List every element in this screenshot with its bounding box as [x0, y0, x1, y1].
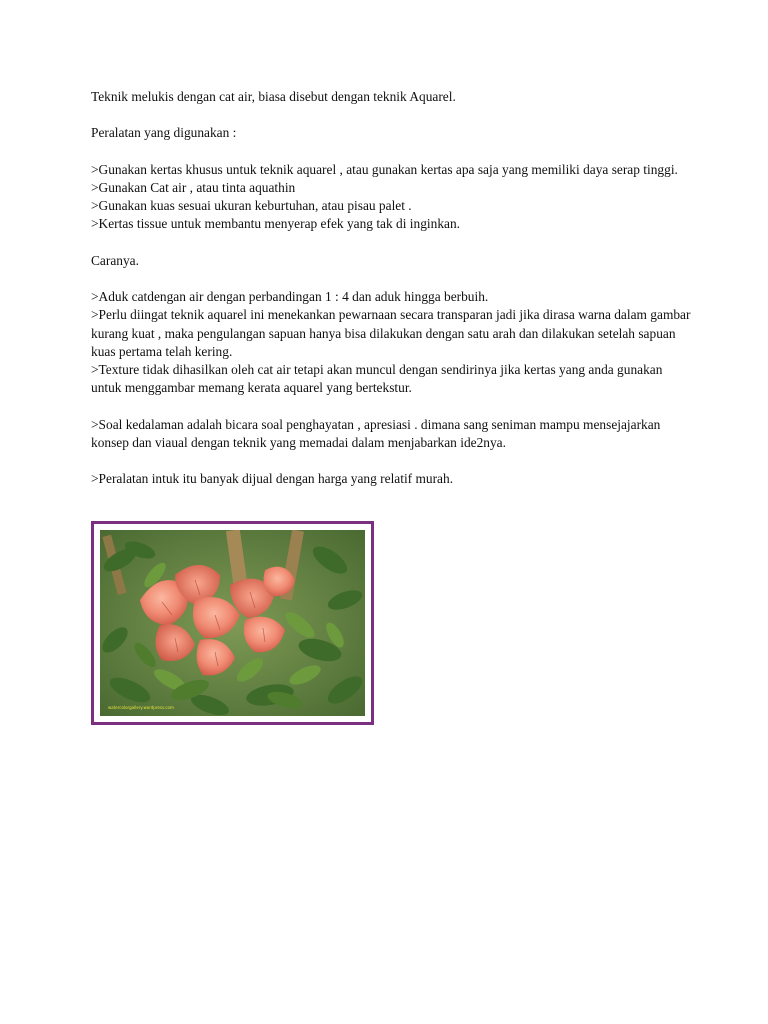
- intro-paragraph: Teknik melukis dengan cat air, biasa disebut dengan teknik Aquarel.: [91, 89, 456, 104]
- tools-heading: Peralatan yang digunakan :: [91, 125, 237, 141]
- step-item: >Aduk catdengan air dengan perbandingan 1 : 4 dan aduk hingga berbuih.: [91, 289, 489, 305]
- tool-item: >Kertas tissue untuk membantu menyerap efek yang tak di inginkan.: [91, 216, 461, 232]
- tools-list: [91, 161, 691, 234]
- step-item: >Texture tidak dihasilkan oleh cat air tetapi akan muncul dengan sendirinya jika kertas yang anda gunakan untuk menggambar memang kerata aquarel yang bertekstur.: [91, 361, 663, 396]
- watercolor-painting-figure: [91, 521, 374, 725]
- step-item: >Perlu diingat teknik aquarel ini menekankan pewarnaan secara transparan jadi jika dirasa warna dalam gambar kurang kuat , maka pengulangan sapuan hanya bisa dilakukan dengan satu arah dan dilakukan setelah sapuan kuas pertama telah kering.: [91, 307, 691, 359]
- steps-list: [91, 288, 691, 397]
- method-heading: Caranya.: [91, 252, 139, 268]
- tool-item: >Gunakan kuas sesuai ukuran keburtuhan, atau pisau palet .: [91, 198, 412, 214]
- tool-item: >Gunakan Cat air , atau tinta aquathin: [91, 179, 296, 195]
- tool-item: >Gunakan kertas khusus untuk teknik aquarel , atau gunakan kertas apa saja yang memiliki daya serap tinggi.: [91, 161, 678, 177]
- figure-watermark: watercolorgallery.wordpress.com: [108, 705, 174, 710]
- document-body: [91, 88, 691, 507]
- depth-paragraph: >Soal kedalaman adalah bicara soal penghayatan , apresiasi . dimana sang seniman mampu mensejajarkan konsep dan viaual dengan teknik yang memadai dalam menjabarkan ide2nya.: [91, 416, 661, 450]
- bougainvillea-painting-image: [100, 530, 365, 716]
- equipment-paragraph: >Peralatan intuk itu banyak dijual dengan harga yang relatif murah.: [91, 471, 454, 487]
